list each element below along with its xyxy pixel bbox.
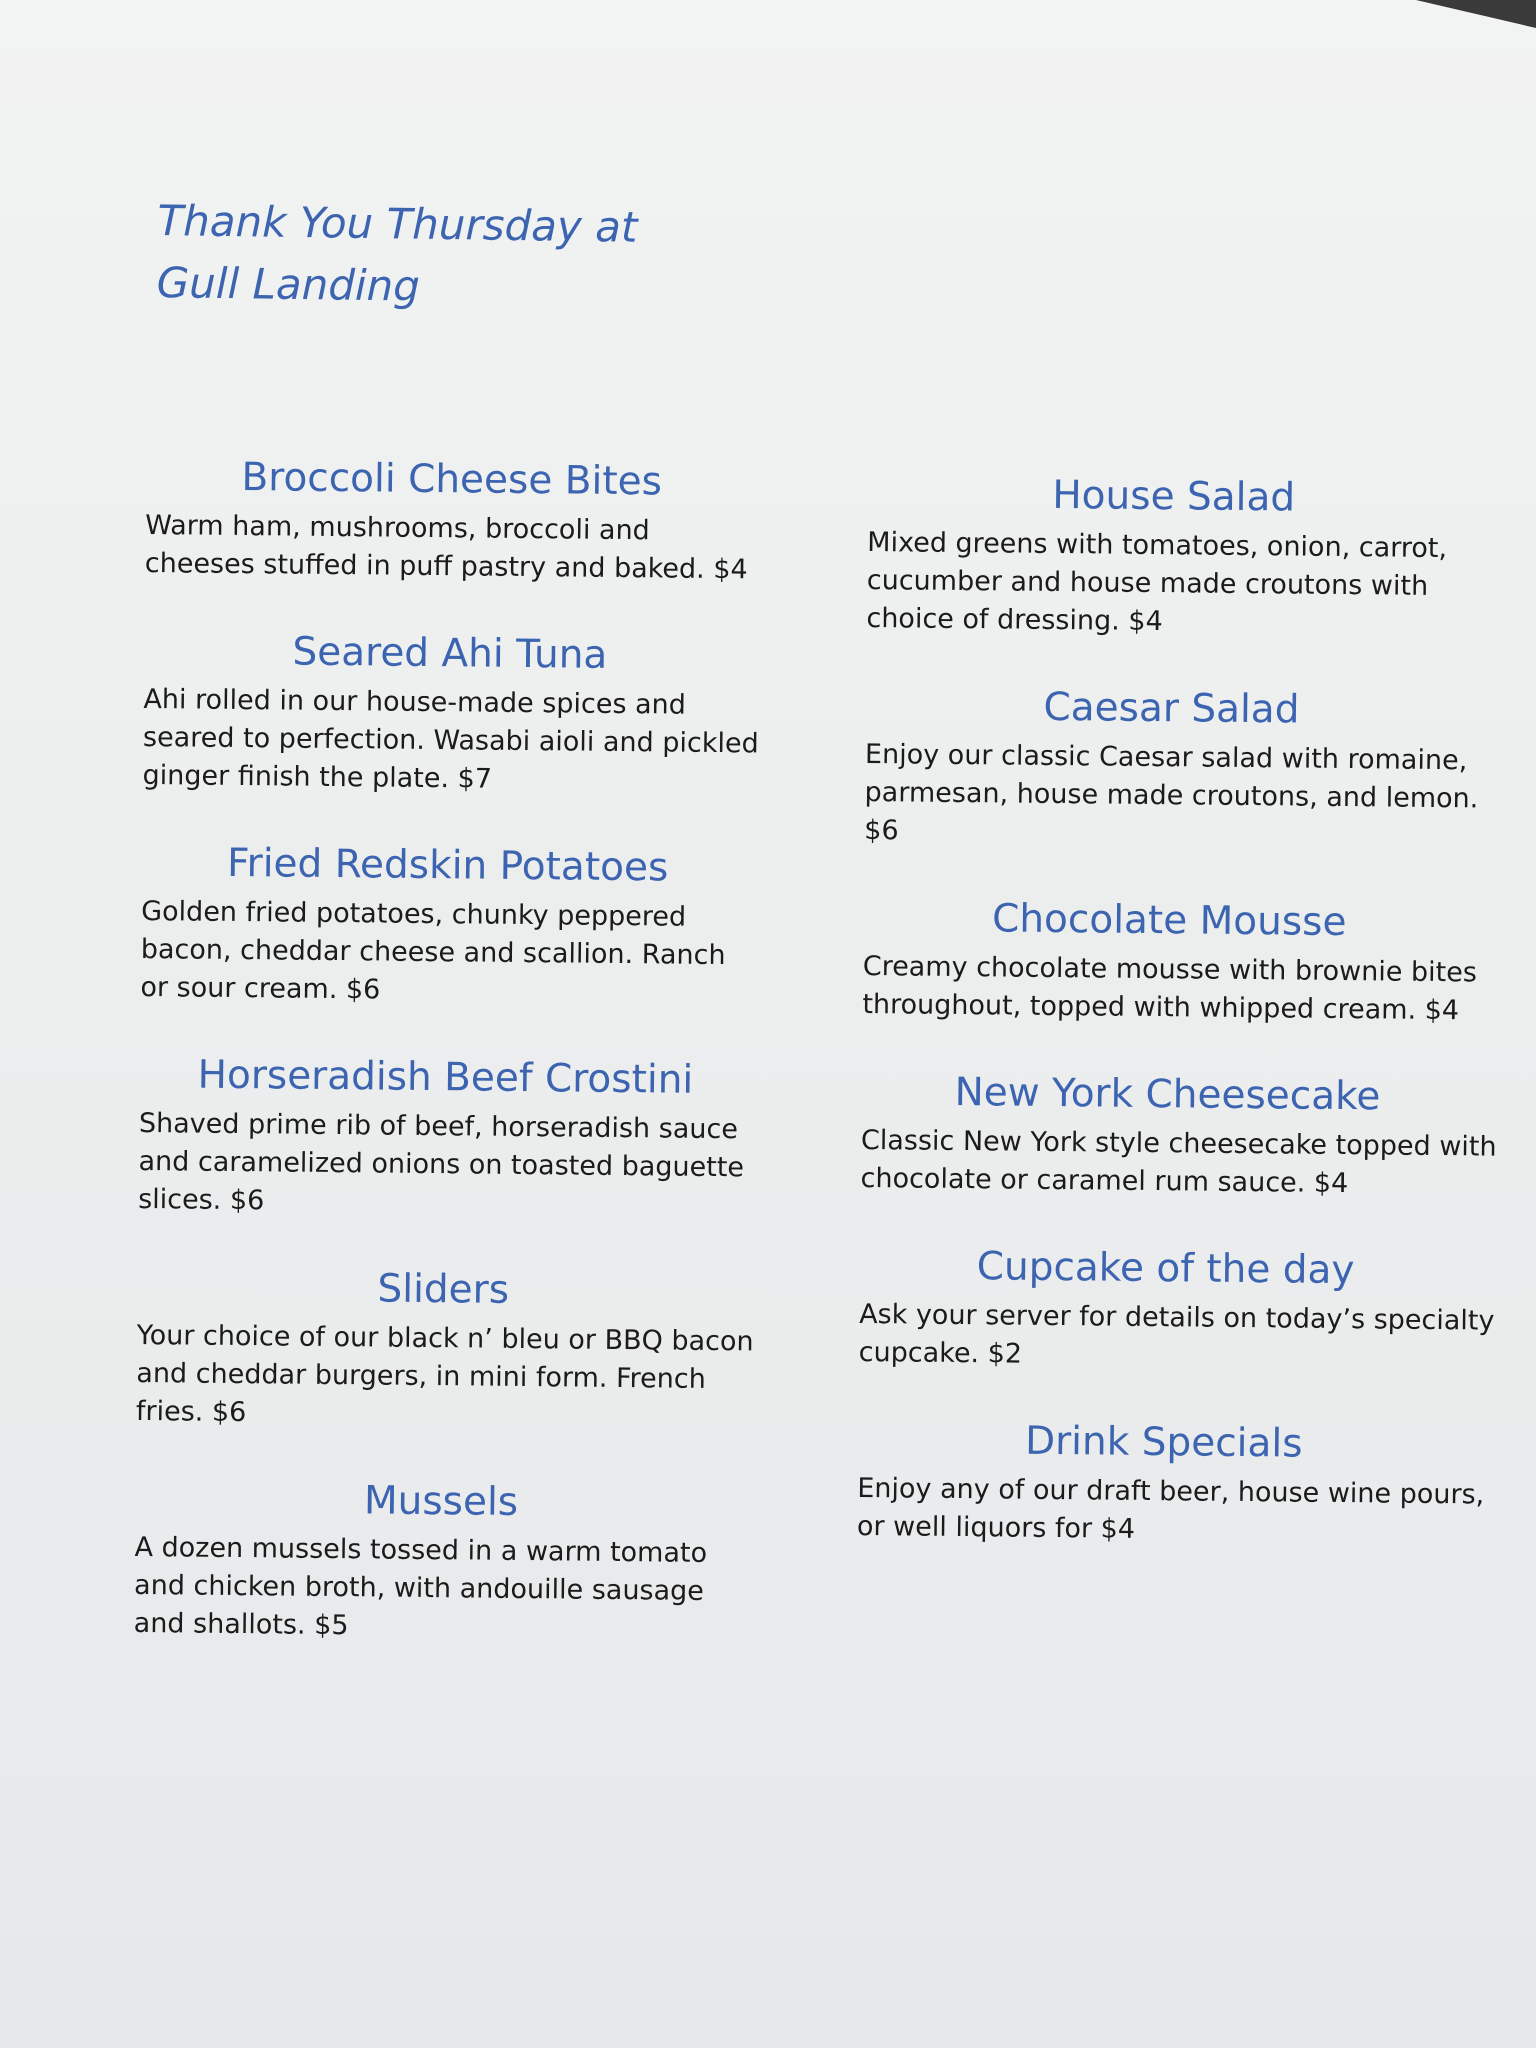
item-name: Caesar Salad	[1043, 684, 1300, 733]
item-name: Horseradish Beef Crostini	[197, 1052, 694, 1103]
item-description: Ask your server for details on today’s specialty cupcake. $2	[858, 1298, 1495, 1370]
menu-item	[860, 1068, 1501, 1205]
item-name: Seared Ahi Tuna	[292, 629, 608, 678]
menu-item	[145, 453, 786, 590]
menu-item	[138, 1051, 780, 1226]
menu-item	[140, 839, 782, 1014]
left-menu-column	[134, 453, 786, 1650]
menu-item	[866, 470, 1508, 645]
menu-title: Thank You Thursday at Gull Landing	[156, 195, 638, 311]
item-description: A dozen mussels tossed in a warm tomato and chicken broth, with andouille sausage and shallots. $5	[133, 1531, 708, 1642]
item-description: Classic New York style cheesecake topped with chocolate or caramel rum sauce. $4	[860, 1124, 1497, 1200]
menu-item	[859, 1242, 1500, 1379]
menu-item	[857, 1416, 1498, 1553]
menu-item	[864, 682, 1506, 857]
menu-item	[136, 1263, 778, 1438]
item-name: Sliders	[377, 1266, 510, 1313]
item-name: Fried Redskin Potatoes	[226, 840, 669, 891]
item-name: Broccoli Cheese Bites	[241, 455, 663, 505]
item-description: Mixed greens with tomatoes, onion, carrot, cucumber and house made croutons with choice of dressing. $4	[866, 526, 1448, 638]
menu-item	[134, 1475, 776, 1650]
right-menu-column	[857, 470, 1508, 1553]
item-description: Creamy chocolate mousse with brownie bites throughout, topped with whipped cream. $4	[862, 950, 1478, 1027]
item-name: Cupcake of the day	[976, 1244, 1355, 1294]
item-description: Enjoy our classic Caesar salad with romaine, parmesan, house made croutons, and lemon. $6	[864, 738, 1479, 847]
menu-item	[142, 627, 784, 802]
item-name: House Salad	[1052, 472, 1296, 521]
item-name: Drink Specials	[1024, 1418, 1303, 1467]
item-name: Chocolate Mousse	[991, 896, 1347, 946]
menu-item	[862, 894, 1503, 1031]
item-description: Shaved prime rib of beef, horseradish sauce and caramelized onions on toasted baguette slices. $6	[138, 1107, 745, 1217]
item-description: Golden fried potatoes, chunky peppered bacon, cheddar cheese and scallion. Ranch or sour cream. $6	[140, 895, 726, 1006]
item-name: New York Cheesecake	[954, 1069, 1381, 1120]
item-description: Ahi rolled in our house-made spices and seared to perfection. Wasabi aioli and pickled ginger finish the plate. $7	[142, 683, 759, 795]
item-name: Mussels	[363, 1478, 519, 1525]
item-description: Warm ham, mushrooms, broccoli and cheeses stuffed in puff pastry and baked. $4	[144, 509, 748, 586]
page-corner-shadow	[1416, 0, 1536, 28]
item-description: Enjoy any of our draft beer, house wine pours, or well liquors for $4	[856, 1472, 1485, 1545]
item-description: Your choice of our black n’ bleu or BBQ bacon and cheddar burgers, in mini form. French fries. $6	[135, 1319, 754, 1429]
